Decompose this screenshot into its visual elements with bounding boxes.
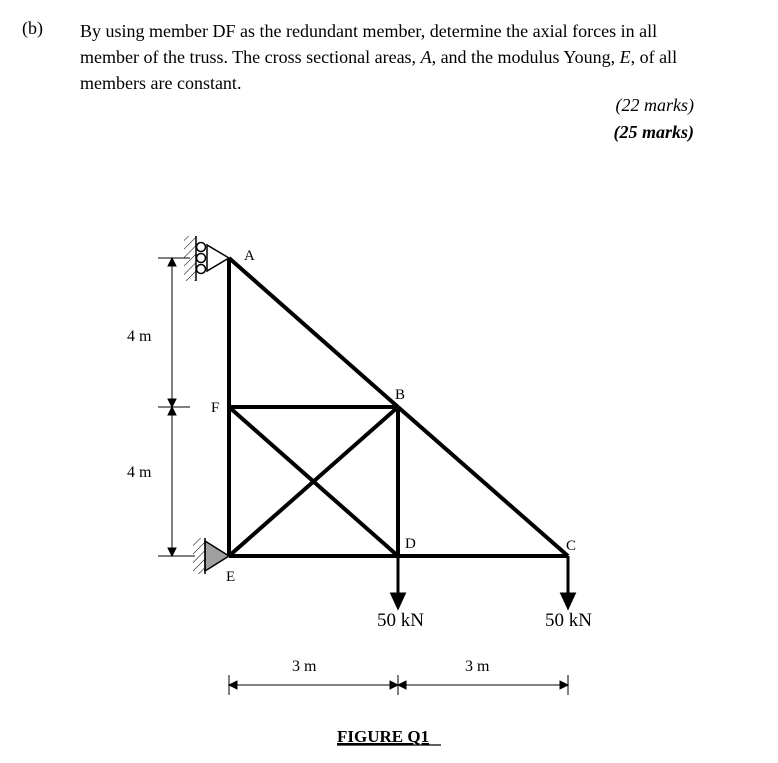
roller-support-A [184, 236, 229, 281]
load-label-D: 50 kN [377, 610, 424, 631]
horizontal-dimensions [229, 675, 568, 695]
figure-caption: FIGURE Q1 [337, 727, 430, 746]
load-arrowhead-C [562, 594, 574, 607]
load-arrowhead-D [392, 594, 404, 607]
member-BC [398, 407, 568, 556]
node-label-D: D [405, 536, 416, 552]
node-label-E: E [226, 569, 236, 585]
marks-revised: (25 marks) [613, 122, 694, 142]
member-AB [229, 258, 398, 407]
vertical-dimensions [158, 258, 195, 556]
dim-label-v-top: 4 m [127, 328, 152, 345]
load-arrows [392, 556, 574, 607]
dim-label-v-bottom: 4 m [127, 464, 152, 481]
marks-original: (22 marks) [615, 95, 694, 115]
question-label: (b) [22, 18, 43, 38]
node-label-A: A [244, 248, 255, 264]
question-text: By using member DF as the redundant member, determine the axial forces in all member of the truss. The cross sectional areas, A, and the modulus Young, E, of all members are constant. [80, 21, 678, 93]
dim-label-h-left: 3 m [292, 658, 317, 675]
pin-support-E [193, 538, 229, 574]
node-label-B: B [395, 387, 406, 403]
node-label-F: F [211, 400, 220, 416]
load-label-C: 50 kN [545, 610, 592, 631]
dim-label-h-right: 3 m [465, 658, 490, 675]
truss-members [229, 258, 568, 556]
node-label-C: C [566, 538, 577, 554]
